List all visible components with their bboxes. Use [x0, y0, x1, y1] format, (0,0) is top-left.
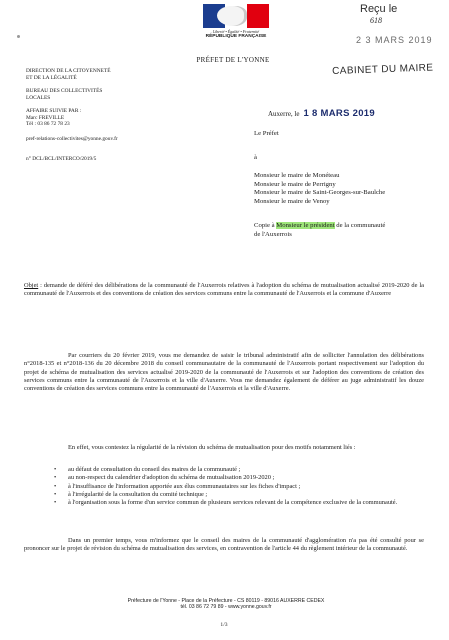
list-item: • au défaut de consultation du conseil des maires de la communauté ; — [50, 466, 424, 474]
bureau-line-2: LOCALES — [26, 94, 51, 101]
recipient-line: Monsieur le maire de Saint-Georges-sur-Baulche — [254, 189, 386, 197]
logo-motto: Liberté • Égalité • Fraternité — [212, 29, 260, 34]
logo-republic: RÉPUBLIQUE FRANÇAISE — [205, 34, 267, 39]
list-item: • à l'insuffisance de l'information apportée aux élus communautaires sur les fiches d'impact ; — [50, 483, 424, 491]
objet-text: demande de déféré des délibérations de la communauté de l'Auxerrois relatives à l'adoption du schéma de mutualisation actualisé 2019-2020 de la communauté de l'Auxerrois et des conventions de création des services communs entre la communauté de l'Auxerrois et la commune d'Auxerre — [24, 282, 424, 298]
page-number: 1/3 — [220, 622, 228, 628]
copy-line-2: de l'Auxerrois — [254, 230, 292, 238]
agent-name: Marc FREVILLE — [26, 114, 65, 121]
copy-suffix: de la communauté — [336, 222, 386, 229]
marianne-flag-icon — [203, 4, 269, 28]
sender-email: pref-relations-collectivites@yonne.gouv.fr — [26, 136, 118, 142]
list-item: • au non-respect du calendrier d'adoption du schéma de mutualisation 2019-2020 ; — [50, 474, 424, 482]
recipient-list — [254, 172, 385, 206]
direction-line-1: DIRECTION DE LA CITOYENNETÉ — [26, 68, 111, 74]
affaire-label: AFFAIRE SUIVIE PAR : — [26, 108, 82, 114]
objet-label: Objet — [24, 282, 39, 289]
date-stamp: 1 8 MARS 2019 — [303, 108, 375, 119]
footer-line-1: Préfecture de l'Yonne - Place de la Préfecture - CS 80119 - 89016 AUXERRE CEDEX — [127, 598, 325, 604]
sender-bureau — [26, 88, 176, 101]
punch-mark — [17, 35, 20, 38]
reference-number: n° DCL/BCL/INTERCO/2019/5 — [26, 156, 97, 162]
copy-highlighted: Monsieur le président — [276, 222, 335, 229]
list-item: • à l'organisation sous la forme d'un service commun de plusieurs services relevant de la compétence exclusive de la communauté. — [50, 499, 424, 507]
recipient-line: Monsieur le maire de Venoy — [254, 197, 330, 205]
objet-paragraph — [24, 282, 424, 299]
date-line — [268, 108, 375, 119]
footer-address — [96, 598, 356, 611]
direction-line-2: ET DE LA LÉGALITÉ — [26, 74, 77, 81]
motives-list — [50, 466, 424, 507]
footer-line-2: tél. 03 86 72 79 89 - www.yonne.gouv.fr — [180, 604, 272, 611]
objet-separator: : — [38, 282, 44, 289]
recipient-prefix: à — [254, 154, 257, 161]
sender-title: Le Préfet — [254, 130, 279, 137]
received-stamp-number: 618 — [370, 16, 382, 25]
copy-prefix: Copie à — [254, 222, 275, 229]
recipient-line: Monsieur le maire de Monéteau — [254, 172, 340, 179]
body-paragraph-1: Par courriers du 20 février 2019, vous me demandez de saisir le tribunal administratif afin de solliciter l'annulation des délibérations n°2018-135 et n°2018-136 du 20 décembre 2018 du conseil communautaire de la communauté de l'Auxerrois portant respectivement sur l'adoption du projet de schéma de mutualisation des services actualisé 2019-2020 de la communauté de l'Auxerrois et sur l'adoption des conventions de création des services communs entre la communauté de l'Auxerrois et la ville d'Auxerre. Vous me demandez également de déférer au juge administratif les douze conventions de création des services communs entre la communauté de l'Auxerrois et la ville d'Auxerre. — [24, 352, 424, 393]
received-stamp-label: Reçu le — [360, 3, 398, 15]
prefet-header: PRÉFET DE L'YONNE — [196, 56, 270, 64]
received-stamp-date: 2 3 MARS 2019 — [356, 35, 433, 45]
bureau-line-1: BUREAU DES COLLECTIVITÉS — [26, 88, 103, 94]
agent-phone: Tél : 03 86 72 78 23 — [26, 121, 70, 128]
body-paragraph-2: En effet, vous contestez la régularité de la révision du schéma de mutualisation pour des motifs notamment liés : — [68, 444, 356, 451]
list-item: • à l'irrégularité de la consultation du comité technique ; — [50, 491, 424, 499]
recipient-line: Monsieur le maire de Perrigny — [254, 180, 336, 188]
marianne-logo — [200, 4, 272, 40]
date-place: Auxerre, le — [268, 110, 300, 118]
copy-to — [254, 222, 385, 239]
cabinet-stamp: CABINET DU MAIRE — [332, 62, 434, 77]
sender-contact — [26, 108, 176, 128]
sender-direction — [26, 68, 176, 81]
body-paragraph-3: Dans un premier temps, vous m'informez que le conseil des maires de la communauté d'agglomération n'a pas été consulté pour se prononcer sur le projet de révision du schéma de mutualisation des services, en contravention de l'article 44 du règlement intérieur de la communauté. — [24, 537, 424, 553]
